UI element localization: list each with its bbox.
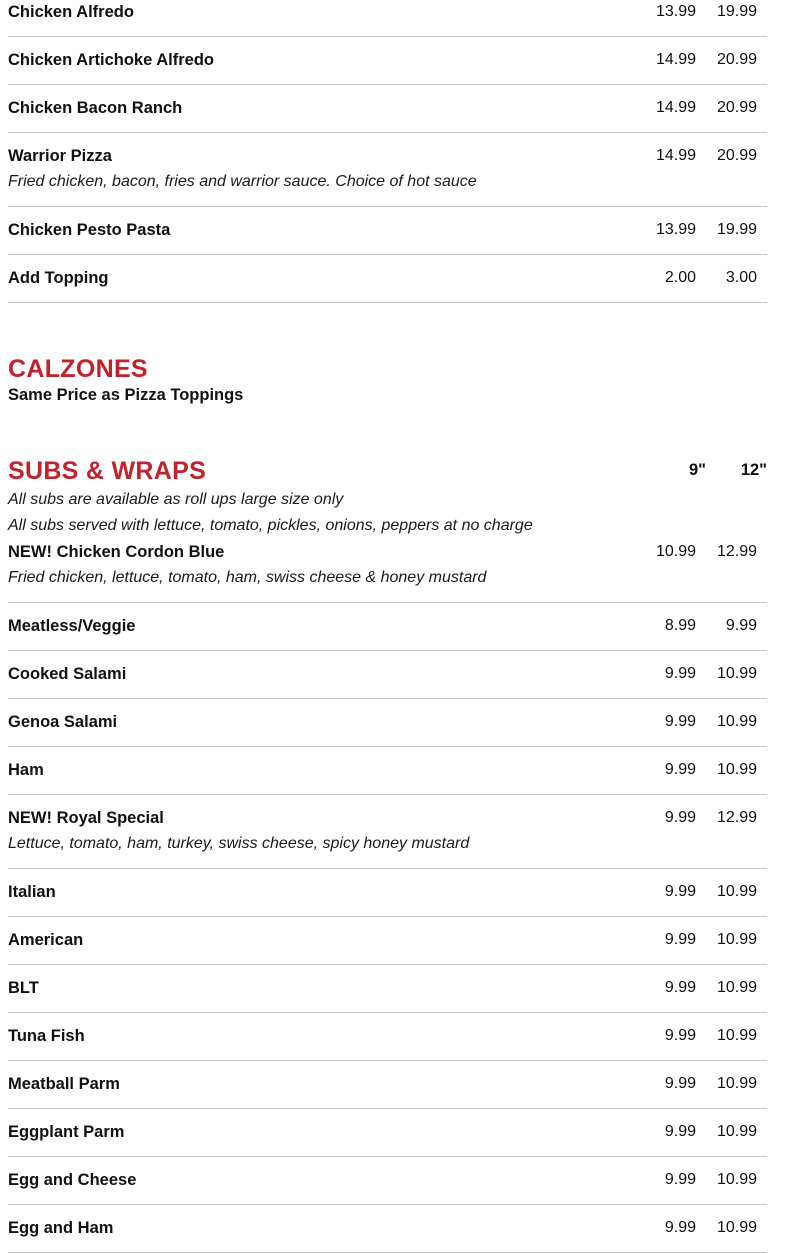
item-price-small: 9.99 bbox=[664, 713, 696, 730]
item-price-small: 9.99 bbox=[664, 931, 696, 948]
menu-item-row bbox=[8, 1061, 767, 1109]
item-price-large: 10.99 bbox=[716, 1027, 757, 1044]
item-name: NEW! Chicken Cordon Blue bbox=[8, 543, 225, 561]
item-name: Egg and Ham bbox=[8, 1219, 114, 1237]
menu-item-row bbox=[8, 1205, 767, 1253]
item-price-large: 12.99 bbox=[716, 809, 757, 826]
menu-item-row bbox=[8, 747, 767, 795]
menu-item-row bbox=[8, 917, 767, 965]
item-name: Chicken Artichoke Alfredo bbox=[8, 51, 214, 69]
item-price-large: 19.99 bbox=[716, 3, 757, 20]
item-name: NEW! Royal Special bbox=[8, 809, 164, 827]
menu-item-row bbox=[8, 207, 767, 255]
item-price-large: 10.99 bbox=[716, 665, 757, 682]
subs-section bbox=[8, 457, 767, 1253]
item-price-small: 9.99 bbox=[664, 1219, 696, 1236]
menu-item-row bbox=[8, 965, 767, 1013]
pizza-specialty-list bbox=[8, 0, 767, 303]
menu-item-row bbox=[8, 869, 767, 917]
menu-item-row bbox=[8, 0, 767, 37]
item-name: American bbox=[8, 931, 84, 949]
item-price-small: 9.99 bbox=[664, 809, 696, 826]
item-price-large: 10.99 bbox=[716, 713, 757, 730]
item-price-large: 10.99 bbox=[716, 1075, 757, 1092]
item-name: Egg and Cheese bbox=[8, 1171, 137, 1189]
item-price-small: 14.99 bbox=[655, 147, 696, 164]
item-description: Lettuce, tomato, ham, turkey, swiss cheese, spicy honey mustard bbox=[8, 835, 470, 852]
menu-item-row bbox=[8, 795, 767, 869]
item-price-small: 9.99 bbox=[664, 665, 696, 682]
subs-title: SUBS & WRAPS bbox=[8, 457, 207, 485]
calzones-title: CALZONES bbox=[8, 355, 148, 383]
menu-item-row bbox=[8, 1013, 767, 1061]
item-name: Eggplant Parm bbox=[8, 1123, 125, 1141]
item-price-large: 10.99 bbox=[716, 1171, 757, 1188]
item-price-large: 10.99 bbox=[716, 1123, 757, 1140]
item-name: BLT bbox=[8, 979, 39, 997]
item-name: Tuna Fish bbox=[8, 1027, 85, 1045]
item-price-large: 3.00 bbox=[725, 269, 757, 286]
item-price-large: 10.99 bbox=[716, 761, 757, 778]
menu-item-row bbox=[8, 37, 767, 85]
item-name: Italian bbox=[8, 883, 56, 901]
item-price-large: 20.99 bbox=[716, 51, 757, 68]
item-description: Fried chicken, lettuce, tomato, ham, swiss cheese & honey mustard bbox=[8, 569, 487, 586]
item-price-small: 14.99 bbox=[655, 99, 696, 116]
item-price-large: 10.99 bbox=[716, 979, 757, 996]
item-description: Fried chicken, bacon, fries and warrior sauce. Choice of hot sauce bbox=[8, 173, 477, 190]
calzones-subtitle: Same Price as Pizza Toppings bbox=[8, 386, 244, 404]
menu-item-row bbox=[8, 529, 767, 603]
item-price-large: 12.99 bbox=[716, 543, 757, 560]
item-name: Ham bbox=[8, 761, 44, 779]
item-price-small: 9.99 bbox=[664, 883, 696, 900]
size-headers bbox=[666, 461, 767, 479]
item-price-large: 9.99 bbox=[725, 617, 757, 634]
item-price-small: 13.99 bbox=[655, 221, 696, 238]
menu-item-row bbox=[8, 651, 767, 699]
menu-item-row bbox=[8, 255, 767, 303]
item-name: Chicken Alfredo bbox=[8, 3, 134, 21]
item-name: Chicken Bacon Ranch bbox=[8, 99, 183, 117]
item-price-small: 8.99 bbox=[664, 617, 696, 634]
size-header-large: 12" bbox=[740, 461, 767, 479]
item-price-large: 10.99 bbox=[716, 1219, 757, 1236]
item-price-large: 20.99 bbox=[716, 147, 757, 164]
item-price-large: 10.99 bbox=[716, 883, 757, 900]
item-price-small: 13.99 bbox=[655, 3, 696, 20]
item-price-small: 10.99 bbox=[655, 543, 696, 560]
menu-item-row bbox=[8, 1157, 767, 1205]
item-price-small: 2.00 bbox=[664, 269, 696, 286]
menu-item-row bbox=[8, 1109, 767, 1157]
menu-item-row bbox=[8, 699, 767, 747]
item-price-small: 9.99 bbox=[664, 1171, 696, 1188]
item-price-small: 9.99 bbox=[664, 1027, 696, 1044]
item-name: Meatless/Veggie bbox=[8, 617, 136, 635]
item-price-small: 9.99 bbox=[664, 1123, 696, 1140]
item-price-large: 19.99 bbox=[716, 221, 757, 238]
item-name: Add Topping bbox=[8, 269, 109, 287]
item-name: Cooked Salami bbox=[8, 665, 127, 683]
item-price-large: 20.99 bbox=[716, 99, 757, 116]
item-name: Genoa Salami bbox=[8, 713, 118, 731]
menu-item-row bbox=[8, 603, 767, 651]
menu-item-row bbox=[8, 85, 767, 133]
subs-list bbox=[8, 529, 767, 1253]
item-price-small: 9.99 bbox=[664, 761, 696, 778]
subs-note-toppings: All subs served with lettuce, tomato, pickles, onions, peppers at no charge bbox=[8, 517, 533, 534]
calzones-section bbox=[8, 355, 767, 405]
item-name: Meatball Parm bbox=[8, 1075, 120, 1093]
size-header-small: 9" bbox=[689, 461, 706, 479]
item-name: Warrior Pizza bbox=[8, 147, 112, 165]
menu-item-row bbox=[8, 133, 767, 207]
item-price-small: 9.99 bbox=[664, 979, 696, 996]
item-price-large: 10.99 bbox=[716, 931, 757, 948]
subs-note-rollups: All subs are available as roll ups large size only bbox=[8, 491, 344, 508]
item-name: Chicken Pesto Pasta bbox=[8, 221, 171, 239]
item-price-small: 14.99 bbox=[655, 51, 696, 68]
item-price-small: 9.99 bbox=[664, 1075, 696, 1092]
